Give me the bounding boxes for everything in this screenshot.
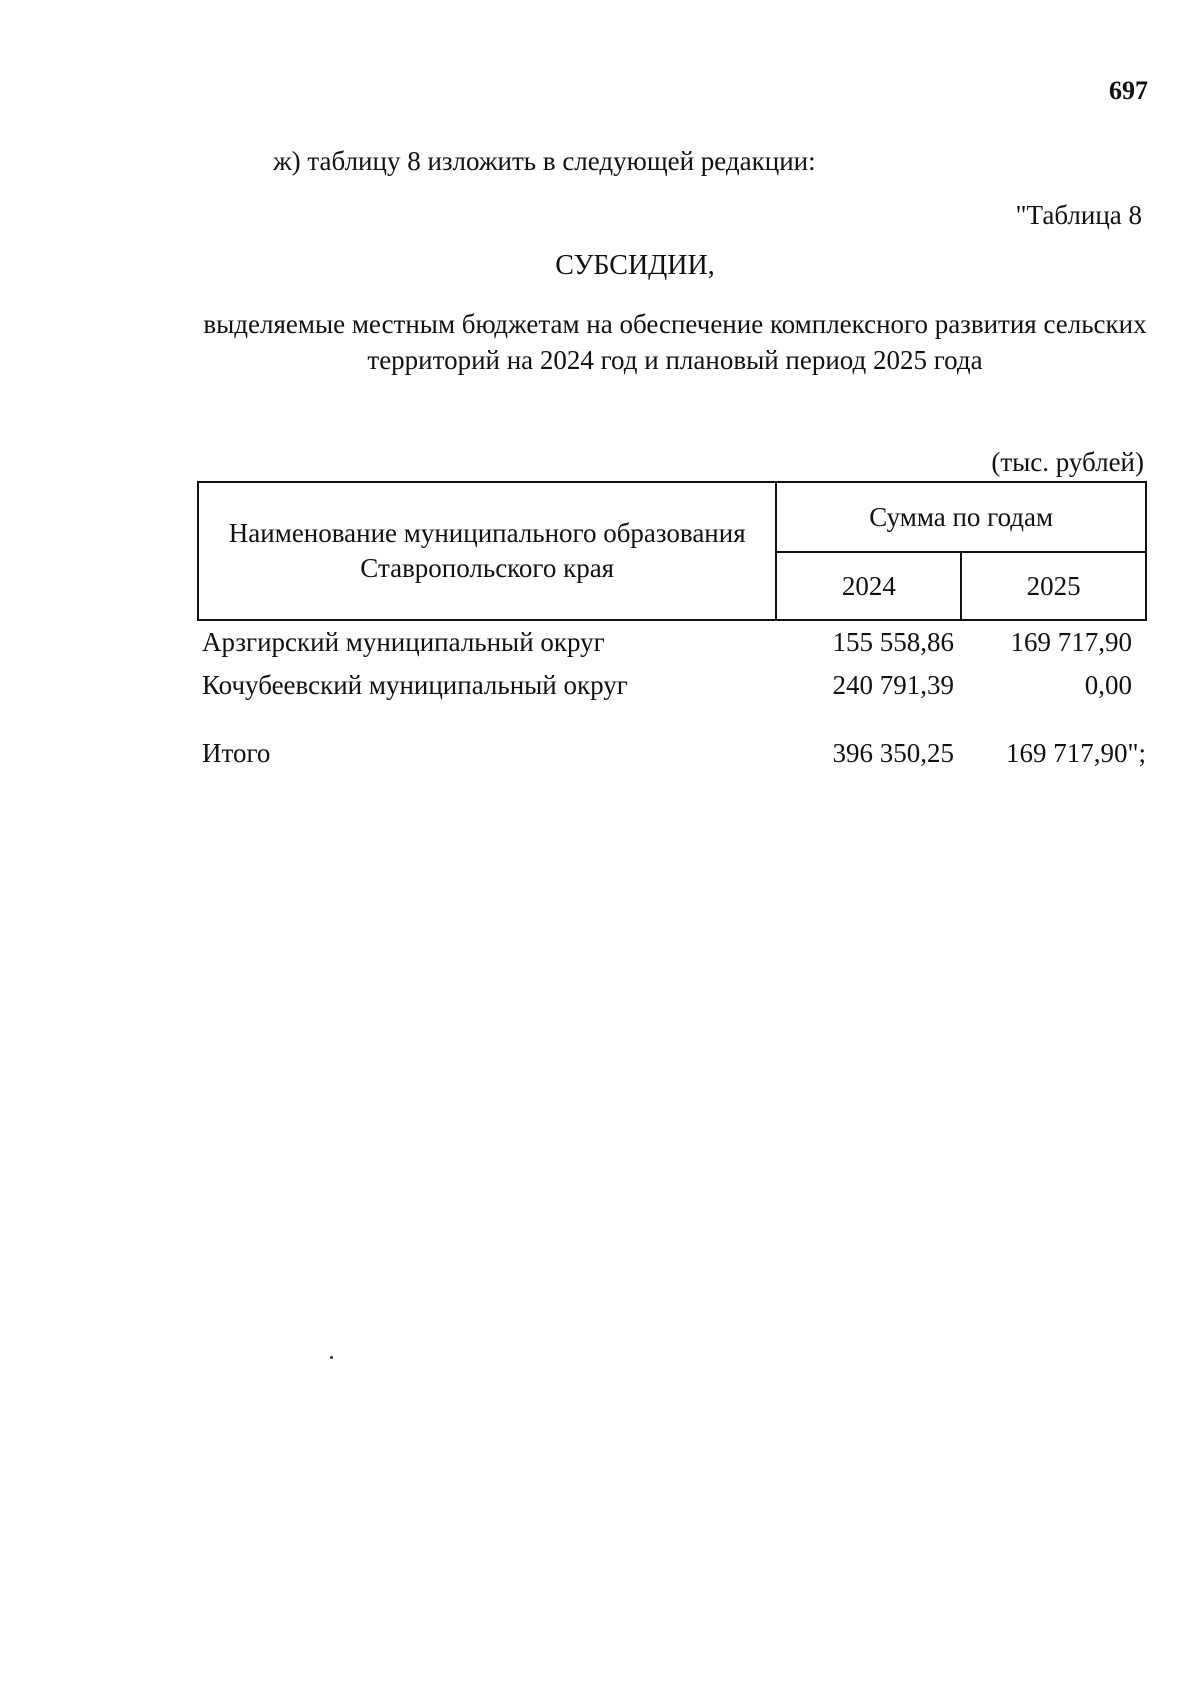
header-year-2024: 2024 xyxy=(776,552,961,620)
table-row xyxy=(202,670,1132,704)
table-total-row xyxy=(202,738,1146,772)
total-label: Итого xyxy=(202,738,271,768)
document-subtitle: выделяемые местным бюджетам на обеспечение комплексного развития сельских территорий на 2024 год и плановый период 2025 года xyxy=(203,309,1147,375)
row-value-2025: 0,00 xyxy=(1084,670,1132,700)
row-name: Кочубеевский муниципальный округ xyxy=(202,670,628,700)
row-value-2024: 155 558,86 xyxy=(832,627,954,657)
header-sum-cell: Сумма по годам xyxy=(776,482,1146,552)
document-title: СУБСИДИИ, xyxy=(555,250,715,281)
total-value-2024: 396 350,25 xyxy=(832,738,954,768)
row-name: Арзгирский муниципальный округ xyxy=(202,627,605,657)
row-value-2024: 240 791,39 xyxy=(832,670,954,700)
header-name-cell: Наименование муниципального образования Ставропольского края xyxy=(198,482,776,620)
total-value-2025: 169 717,90"; xyxy=(1005,738,1146,768)
row-value-2025: 169 717,90 xyxy=(1010,627,1132,657)
table-label: "Таблица 8 xyxy=(1015,200,1142,230)
scan-speck xyxy=(330,1356,333,1359)
page-number: 697 xyxy=(1109,76,1148,105)
header-year-2025: 2025 xyxy=(961,552,1146,620)
units-label: (тыс. рублей) xyxy=(991,447,1144,477)
table-row xyxy=(202,627,1132,661)
intro-paragraph: ж) таблицу 8 изложить в следующей редакции: xyxy=(273,146,816,176)
table-header xyxy=(197,481,1147,621)
